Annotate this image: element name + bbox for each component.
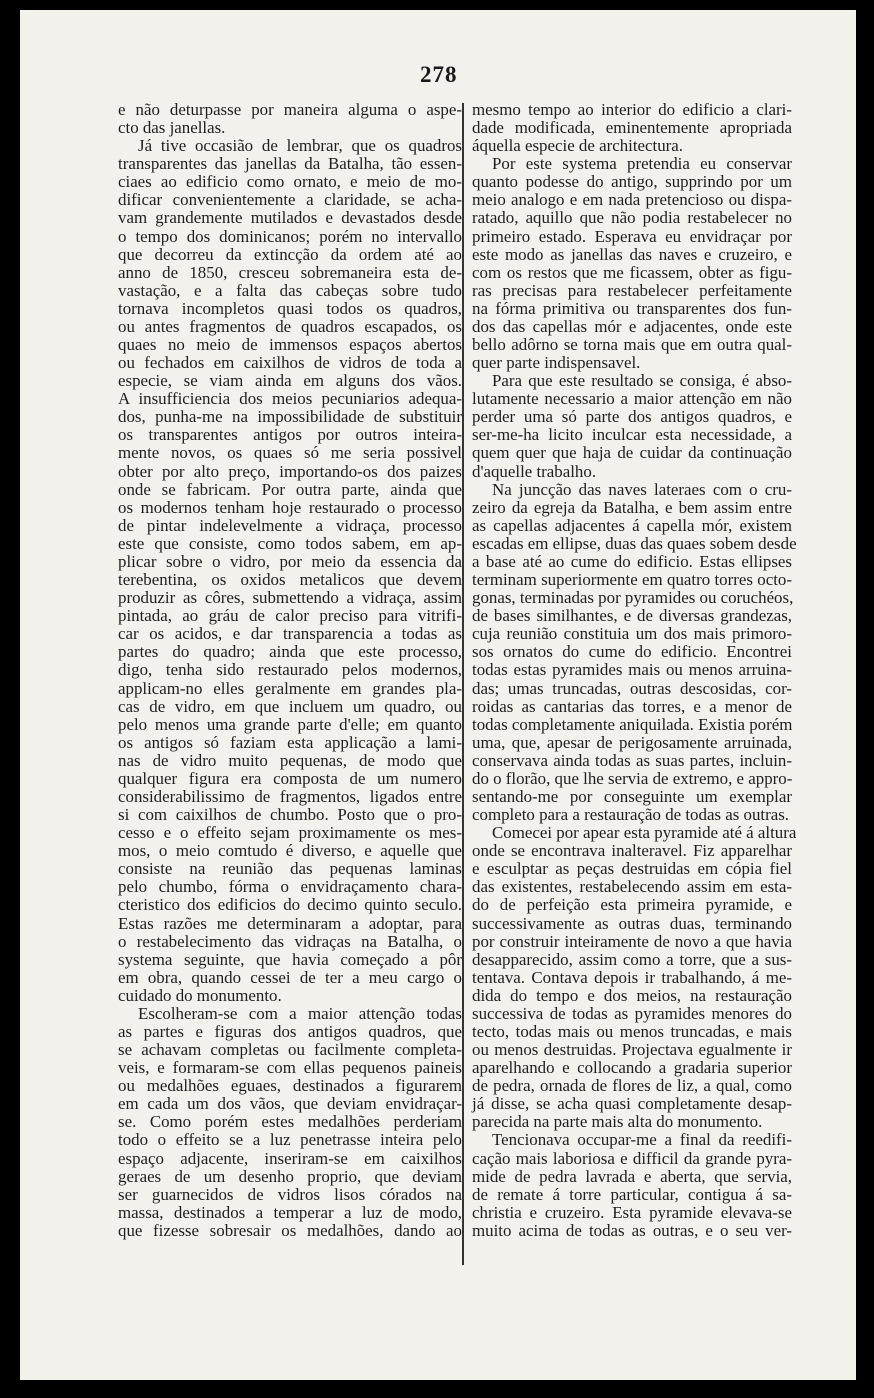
text-line: christia e cruzeiro. Esta pyramide elevava-se — [472, 1202, 792, 1222]
text-line: Por este systema pretendia eu conservar — [492, 154, 792, 174]
text-line: das existentes, restabelecendo assim em esta- — [472, 877, 792, 897]
text-line: car os acidos, e dar transparencia a todas as — [118, 624, 462, 644]
text-line: vastação, e a falta das cabeças sobre tudo — [118, 280, 462, 300]
text-line: ser-me-ha licito inculcar esta necessidade, a — [472, 425, 792, 445]
text-line: perder uma só parte dos antigos quadros, e — [472, 407, 792, 427]
text-line: cesso e o effeito sejam proximamente os mes- — [118, 823, 462, 843]
text-line: qualquer figura era composta de um numero — [118, 768, 462, 788]
text-line: espaço adjacente, inseriram-se em caixilhos — [118, 1148, 462, 1168]
text-line: lutamente necessario a maior attenção em não — [472, 389, 792, 409]
text-line: o restabelecimento das vidraças na Batalha, o — [118, 931, 462, 951]
text-line: do de perfeição esta primeira pyramide, e — [472, 895, 792, 915]
text-line: Na juncção das naves lateraes com o cru- — [492, 479, 792, 499]
text-line: Comecei por apear esta pyramide até á altura — [492, 823, 797, 843]
text-line: tentava. Contava depois ir trabalhando, á me- — [472, 967, 792, 987]
text-line: dos, punha-me na impossibilidade de substituir — [118, 407, 462, 427]
column-divider — [462, 103, 464, 1265]
text-line: conservava ainda todas as suas partes, incluin- — [472, 750, 792, 770]
text-line: o tempo dos dominicanos; porém no intervallo — [118, 226, 462, 246]
text-line: dida do tempo e dos meios, na restauração — [472, 985, 792, 1005]
text-line: si com caixilhos de chumbo. Posto que o pro- — [118, 805, 462, 825]
text-line: mide de pedra lavrada e aberta, que servia, — [472, 1166, 792, 1186]
page-number: 278 — [420, 62, 458, 87]
text-line: mos, o meio comtudo é diverso, e aquelle que — [118, 841, 462, 861]
text-line: terminam superiormente em quatro torres octo- — [472, 570, 792, 590]
text-line: transparentes das janellas da Batalha, tão essen- — [118, 154, 462, 174]
text-line: este modo as janellas das naves e cruzeiro, e — [472, 244, 792, 264]
text-line: os transparentes antigos por outros inteira- — [118, 425, 462, 445]
text-line: as capellas adjacentes á capella mór, existem — [472, 515, 792, 535]
text-line: Já tive occasião de lembrar, que os quadros — [138, 136, 462, 156]
text-line: Para que este resultado se consiga, é abso- — [492, 371, 792, 391]
text-line: Tencionava occupar-me a final da reedifi- — [492, 1130, 792, 1150]
text-line: em cada um dos vãos, que deviam envidraçar- — [118, 1094, 462, 1114]
text-line: ratado, aquillo que não podia restabelecer no — [472, 208, 792, 228]
text-line: a base até ao cume do edificio. Estas ellipses — [472, 551, 792, 571]
text-line: systema seguinte, que havia começado a pôr — [118, 949, 462, 969]
text-line: dade modificada, eminentemente apropriada — [472, 118, 792, 138]
text-line: nas de vidro muito pequenas, de modo que — [118, 750, 462, 770]
text-line: ou menos destruidas. Projectava egualmente ir — [472, 1040, 792, 1060]
text-line: cto das janellas. — [118, 118, 226, 138]
text-line: onde se encontrava inalteravel. Fiz apparelhar — [472, 841, 792, 861]
text-line: massa, destinados a temperar a luz de modo, — [118, 1202, 462, 1222]
text-line: de pedra, ornada de flores de liz, a qual, como — [472, 1076, 792, 1096]
text-line: anno de 1850, cresceu sobremaneira esta de- — [118, 262, 462, 282]
text-line: d'aquelle trabalho. — [472, 461, 597, 481]
text-line: aparelhando e collocando a gradaria superior — [472, 1058, 792, 1078]
text-line: successivamente as outras duas, terminando — [472, 913, 792, 933]
text-line: ou medalhões eguaes, destinados a figurarem — [118, 1076, 462, 1096]
text-line: já disse, se acha quasi completamente desap- — [472, 1094, 792, 1114]
text-line: pelo chumbo, fórma o envidraçamento chara- — [118, 877, 462, 897]
text-line: parecida na parte mais alta do monumento. — [472, 1112, 763, 1132]
text-line: onde se fabricam. Por outra parte, ainda que — [118, 479, 462, 499]
text-line: plicar sobre o vidro, por meio da essencia da — [118, 551, 462, 571]
text-line: desapparecido, assim como a torre, que a sus- — [472, 949, 792, 969]
text-line: muito acima de todas as outras, e o seu ver- — [472, 1220, 792, 1240]
text-line: cas de vidro, em que incluem um quadro, ou — [118, 696, 462, 716]
text-line: uma, que, apesar de perigosamente arruinada, — [472, 732, 792, 752]
text-line: com os restos que me ficassem, obter as figu- — [472, 262, 792, 282]
text-line: que fizesse sobresair os medalhões, dando ao — [118, 1220, 462, 1240]
text-line: tecto, todas mais ou menos truncadas, e mais — [472, 1021, 792, 1041]
text-line: sentando-me por conseguinte um exemplar — [472, 786, 792, 806]
text-line: applicam-no elles geralmente em grandes pla- — [118, 678, 462, 698]
text-line: gonas, terminadas por pyramides ou coruchéos, — [472, 588, 794, 608]
text-line: successiva de todas as pyramides menores do — [472, 1003, 792, 1023]
text-line: os antigos só faziam esta applicação a lami- — [118, 732, 462, 752]
text-line: vam grandemente mutilados e devastados desde — [118, 208, 462, 228]
text-line: se achavam completas ou facilmente completa- — [118, 1040, 462, 1060]
text-line: dificar convenientemente a claridade, se acha- — [118, 190, 462, 210]
text-line: escadas em ellipse, duas das quaes sobem desde — [472, 533, 797, 553]
text-line: partes do quadro; ainda que este processo, — [118, 642, 462, 662]
text-line: veis, e formaram-se com ellas pequenos paineis — [118, 1058, 462, 1078]
text-line: quanto podesse do antigo, supprindo por um — [472, 172, 792, 192]
text-line: todas completamente aniquilada. Existia porém — [472, 714, 793, 734]
text-line: obter por alto preço, importando-os dos paizes — [118, 461, 462, 481]
text-line: todo o effeito se a luz penetrasse inteira pelo — [118, 1130, 462, 1150]
text-line: por construir inteiramente de novo a que havia — [472, 931, 792, 951]
text-line: ou antes fragmentos de quadros escapados, os — [118, 316, 462, 336]
text-line: cação mais laboriosa e difficil da grande pyra- — [472, 1148, 792, 1168]
text-line: cteristico dos edificios do decimo quinto seculo. — [118, 895, 462, 915]
text-line: as partes e figuras dos antigos quadros, que — [118, 1021, 462, 1041]
text-line: geraes de um desenho proprio, que deviam — [118, 1166, 462, 1186]
text-line: tornava incompletos quasi todos os quadros, — [118, 298, 462, 318]
text-line: quem quer que haja de cuidar da continuação — [472, 443, 792, 463]
text-line: Escolheram-se com a maior attenção todas — [138, 1003, 462, 1023]
text-line: pelo menos uma grande parte d'elle; em quanto — [118, 714, 462, 734]
text-line: das; umas truncadas, outras descosidas, cor- — [472, 678, 792, 698]
text-line: mesmo tempo ao interior do edificio a clari- — [472, 100, 792, 119]
text-line: que decorreu da extincção da ordem até ao — [118, 244, 462, 264]
text-line: terebentina, os oxidos metalicos que devem — [118, 570, 462, 590]
text-line: quaes no meio de immensos espaços abertos — [118, 335, 462, 355]
text-line: ser guarnecidos de vidros lisos córados na — [118, 1184, 462, 1204]
text-line: de bases similhantes, e de diversas grandezas, — [472, 606, 792, 626]
text-line: meio analogo e em nada pretencioso ou dispa- — [472, 190, 792, 210]
text-line: se. Como porém estes medalhões perderiam — [118, 1112, 462, 1132]
text-line: ras precisas para restabelecer perfeitamente — [472, 280, 792, 300]
text-line: Estas razões me determinaram a adoptar, para — [118, 913, 462, 933]
text-line: este que consiste, como todos sabem, em ap- — [118, 533, 462, 553]
text-line: de remate á torre particular, contigua á sa- — [472, 1184, 792, 1204]
text-line: na fórma primitiva ou transparentes dos fun- — [472, 298, 792, 318]
text-line: zeiro da egreja da Batalha, e bem assim entre — [472, 497, 792, 517]
right-column — [472, 100, 797, 1240]
text-line: considerabilissimo de fragmentos, ligados entre — [118, 786, 462, 806]
text-line: primeiro estado. Esperava eu envidraçar por — [472, 226, 792, 246]
text-line: áquella especie de architectura. — [472, 136, 684, 156]
text-line: do o florão, que lhe servia de extremo, e appro- — [472, 768, 793, 788]
text-line: e esculptar as peças destruidas em cópia fiel — [472, 859, 792, 879]
text-line: os modernos tenham hoje restaurado o processo — [118, 497, 462, 517]
text-line: e não deturpasse por maneira alguma o aspe- — [118, 100, 462, 119]
left-column — [118, 101, 462, 1240]
text-line: mente novos, os quaes só me seria possivel — [118, 443, 462, 463]
text-line: pintada, ao gráu de calor preciso para vitrifi- — [118, 606, 462, 626]
text-line: todas estas pyramides mais ou menos arruina- — [472, 660, 792, 680]
text-line: cuidado do monumento. — [118, 985, 282, 1005]
text-line: especie, se viam ainda em alguns dos vãos. — [118, 371, 462, 391]
text-line: ciaes ao edificio como ornato, e meio de mo- — [118, 172, 462, 192]
text-line: quer parte indispensavel. — [472, 353, 641, 373]
text-line: cuja reunião constituia um dos mais primoro- — [472, 624, 792, 644]
text-line: produzir as côres, submettendo a vidraça, assim — [118, 588, 462, 608]
text-line: A insufficiencia dos meios pecuniarios adequa- — [118, 389, 462, 409]
text-line: roidas as cantarias das torres, e a menor de — [472, 696, 792, 716]
text-line: digo, tenha sido restaurado pelos modernos, — [118, 660, 462, 680]
text-line: em obra, quando cessei de ter a meu cargo o — [118, 967, 462, 987]
text-line: completo para a restauração de todas as outras. — [472, 805, 790, 825]
text-line: bello adôrno se torna mais que em outra qual- — [472, 335, 792, 355]
text-line: ou fechados em caixilhos de vidros de toda a — [118, 353, 462, 373]
text-line: de pintar indelevelmente a vidraça, processo — [118, 515, 462, 535]
text-line: sos ornatos do cume do edificio. Encontrei — [472, 642, 792, 662]
text-line: consiste na reunião das pequenas laminas — [118, 859, 462, 879]
text-line: dos das capellas mór e adjacentes, onde este — [472, 316, 792, 336]
